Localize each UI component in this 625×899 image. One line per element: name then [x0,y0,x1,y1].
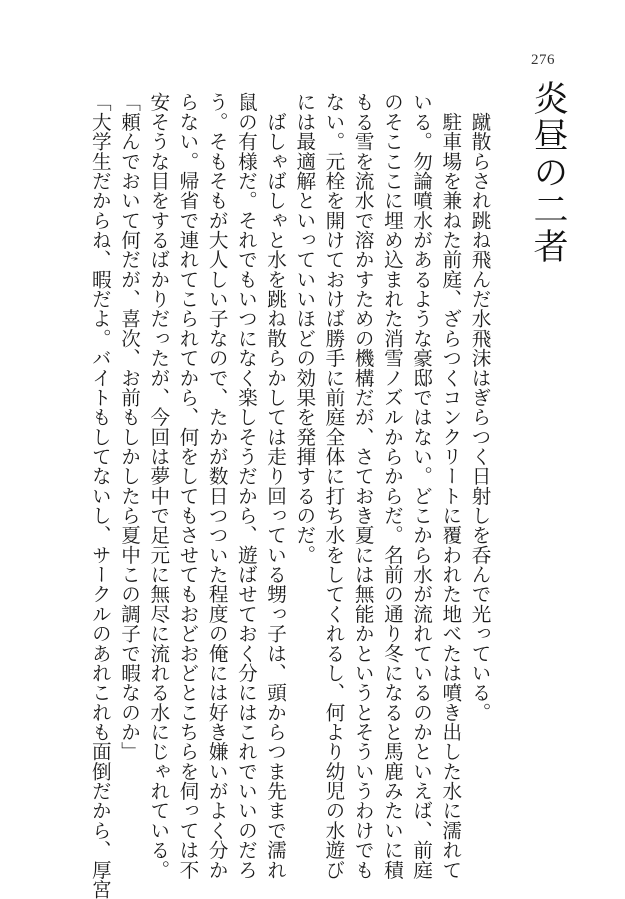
text-line: のそこここに埋め込まれた消雪ノズルからからだ。名前の通り冬になると馬鹿みたいに積 [380,92,404,880]
chapter-title: 炎昼の二者 [528,80,568,265]
text-line: 「頼んでおいて何だが、喜次、お前もしかしたら夏中この調子で暇なのか」 [117,92,141,762]
text-line: には最適解といっていいほどの効果を発揮するのだ。 [292,92,316,565]
text-line: 鼠の有様だ。それでもいつになく楽しそうだから、遊ばせておく分にはこれでいいのだろ [234,92,258,880]
text-line: 「大学生だからね、暇だよ。バイトもしてないし、サークルのあれこれも面倒だから、厚宮 [88,92,112,899]
text-line: ない。元栓を開けておけば勝手に前庭全体に打ち水をしてくれるし、何より幼児の水遊び [321,92,345,880]
text-line: う。そもそもが大人しい子なので、たかが数日つついた程度の俺には好き嫌いがよく分か [205,92,229,880]
body-text [88,92,494,899]
text-line: ばしゃばしゃと水を跳ね散らかしては走り回っている甥っ子は、頭からつま先まで濡れ [263,92,287,880]
text-line: いる。勿論噴水があるような豪邸ではない。どこから水が流れているのかといえば、前庭 [409,92,433,880]
text-line: 駐車場を兼ねた前庭、ざらつくコンクリートに覆われた地べたは噴き出した水に濡れて [438,92,462,880]
text-line: 蹴散らされ跳ね飛んだ水飛沫はぎらつく日射しを呑んで光っている。 [468,92,491,722]
text-line: らない。帰省で連れてこられてから、何をしてもさせてもおどおどとこちらを伺っては不 [175,92,199,880]
text-line: もる雪を流水で溶かすための機構だが、さておき夏には無能かというとそういうわけでも [351,92,375,880]
page-number: 276 [531,52,555,68]
text-line: 安そうな目をするばかりだったが、今回は夢中で足元に無尽に流れる水にじゃれている。 [146,92,170,880]
